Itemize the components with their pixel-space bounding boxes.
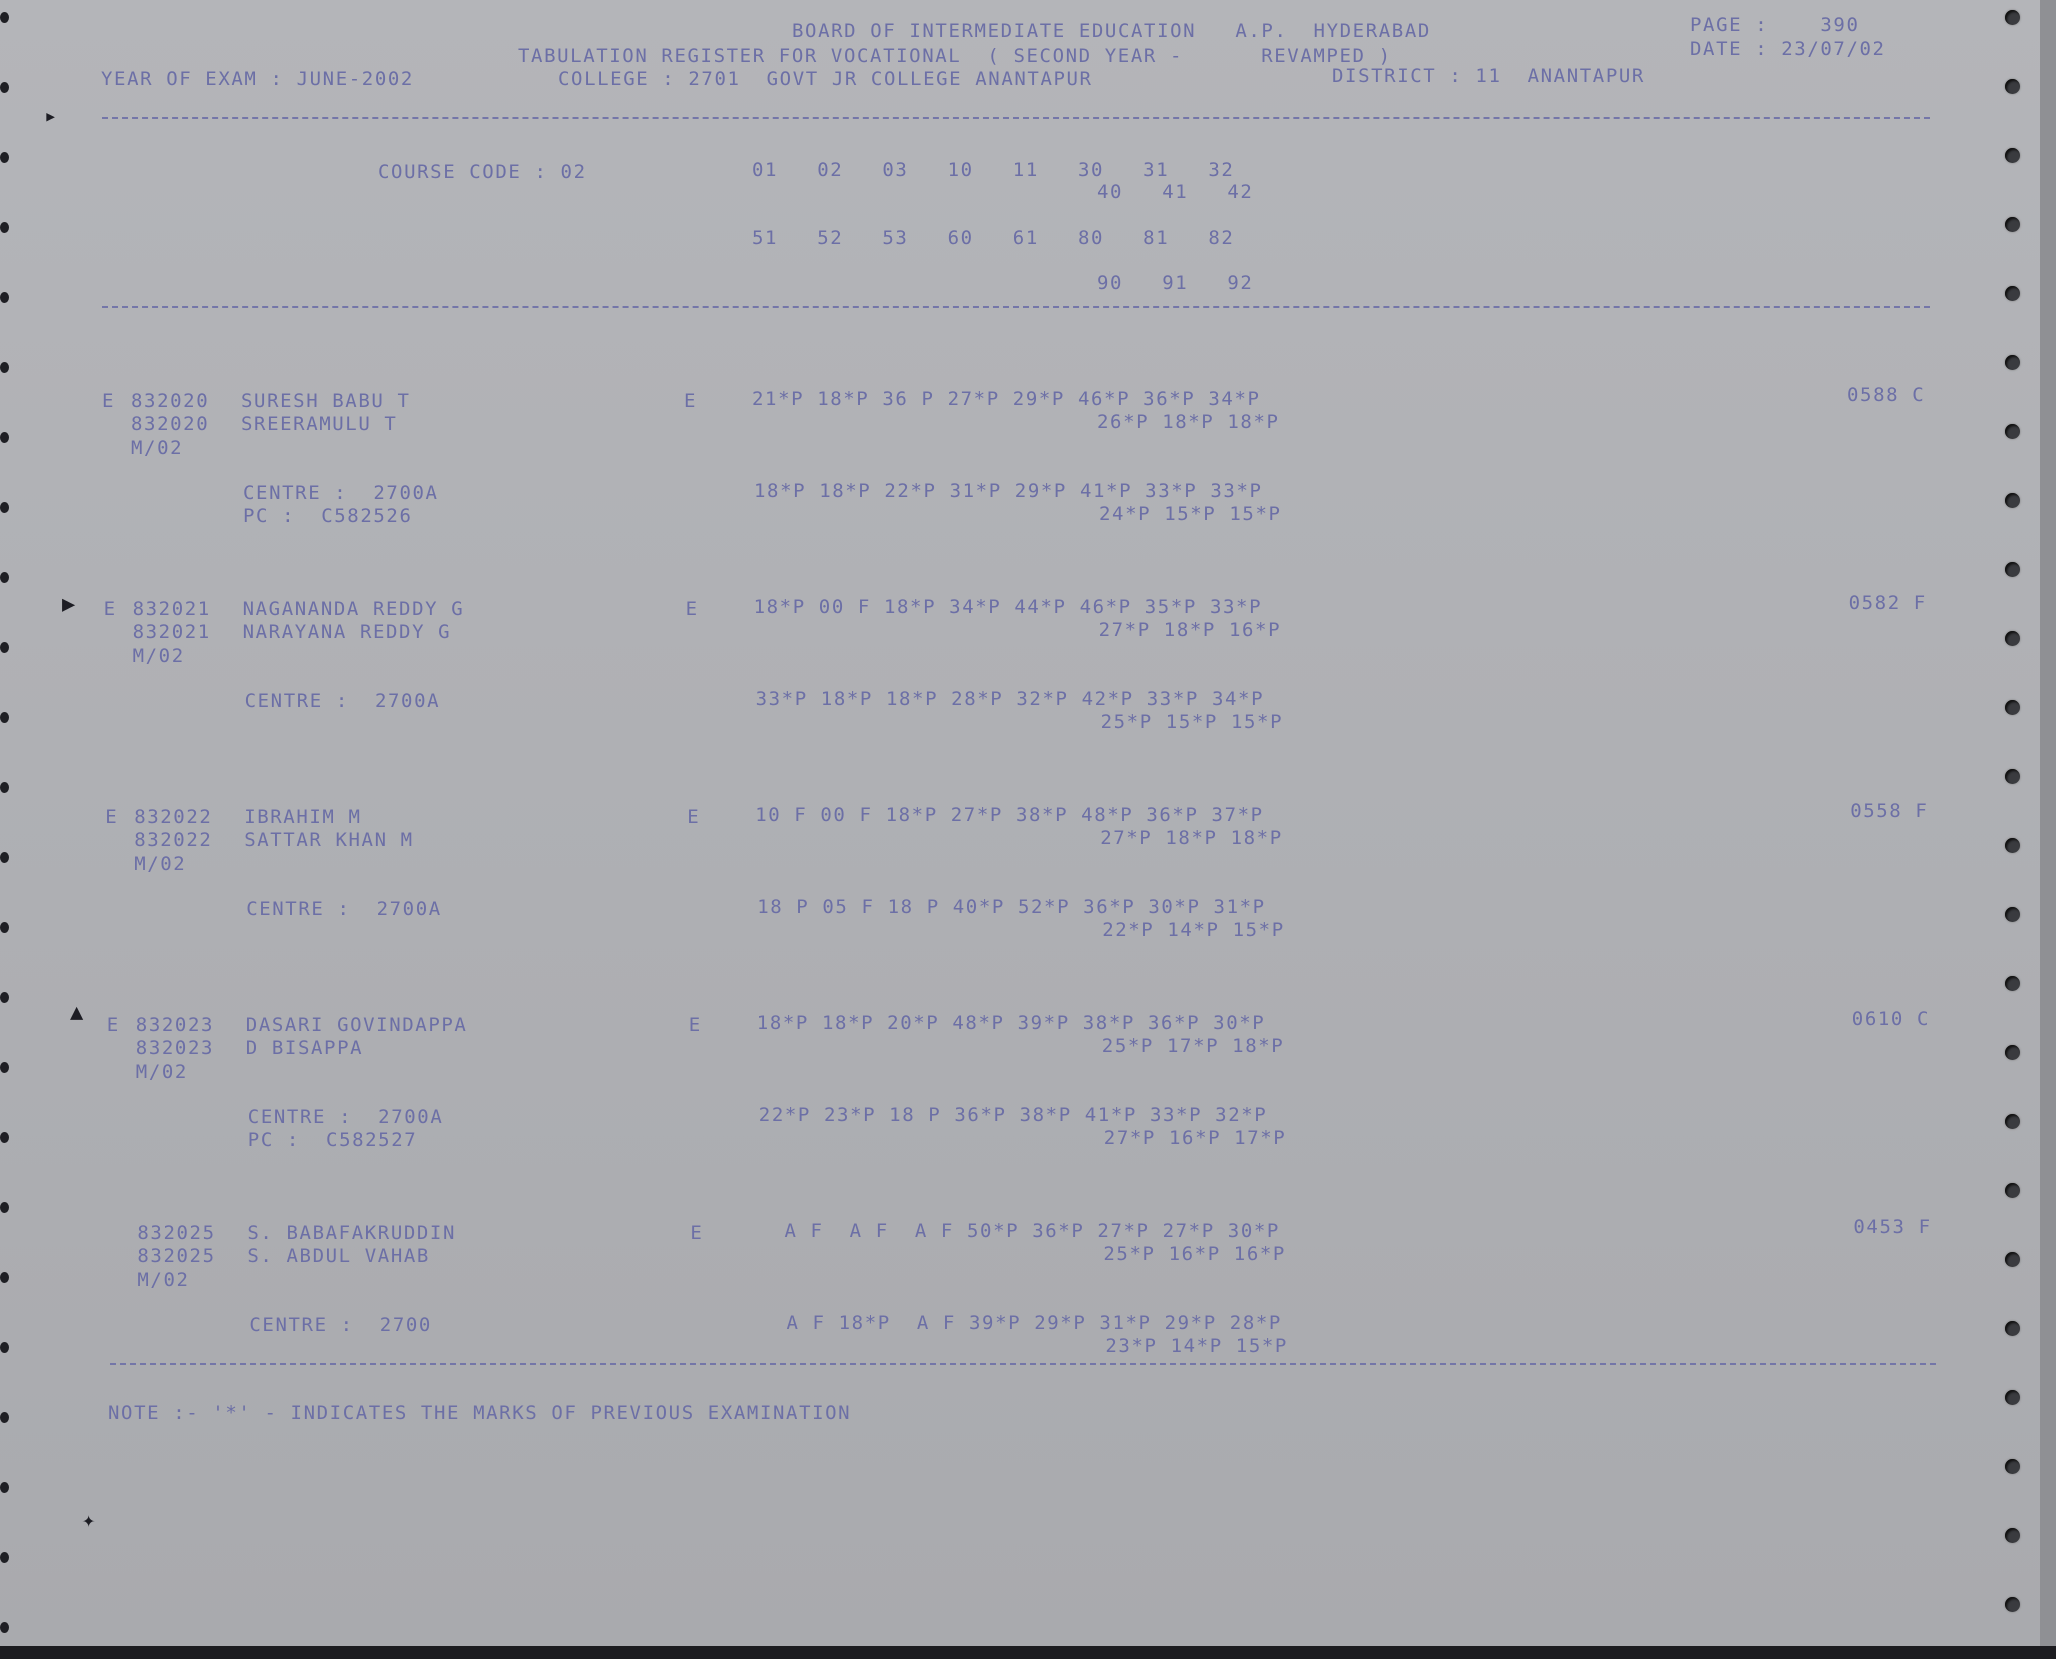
hall-ticket-number: 832021	[132, 598, 211, 620]
reference-number: 832023	[135, 1037, 215, 1059]
feed-hole	[2005, 1597, 2020, 1612]
feed-pin	[0, 152, 9, 163]
candidate-record	[0, 800, 2040, 1006]
exam-centre: CENTRE : 2700A	[246, 898, 442, 920]
subject-codes-row-4: 90 91 92	[1097, 272, 1254, 294]
pc-number: PC : C582527	[247, 1129, 418, 1151]
father-name: S. ABDUL VAHAB	[247, 1245, 430, 1267]
feed-hole	[2005, 1528, 2020, 1543]
divider-line	[102, 117, 1930, 119]
total-and-result: 0453 F	[1853, 1216, 1932, 1238]
marks-first-row-continued: 25*P 16*P 16*P	[1103, 1243, 1286, 1265]
hall-ticket-number: 832020	[131, 390, 210, 412]
feed-hole	[2005, 79, 2020, 94]
margin-arrow-mark: ✦	[82, 1508, 96, 1533]
candidate-record	[0, 384, 2040, 590]
medium-code: E	[685, 598, 699, 620]
marks-second-row: 18*P 18*P 22*P 31*P 29*P 41*P 33*P 33*P	[754, 480, 1263, 502]
margin-arrow-mark: ▸	[44, 104, 58, 129]
exam-centre: CENTRE : 2700A	[247, 1106, 444, 1128]
record-prefix: E	[103, 598, 117, 620]
district: DISTRICT : 11 ANANTAPUR	[1332, 65, 1645, 87]
marks-first-row: 18*P 00 F 18*P 34*P 44*P 46*P 35*P 33*P	[753, 596, 1263, 618]
feed-hole	[2005, 10, 2020, 25]
total-and-result: 0558 F	[1850, 800, 1929, 822]
category-code: M/02	[131, 437, 184, 459]
feed-pin	[0, 1552, 9, 1563]
reference-number: 832022	[134, 829, 213, 851]
medium-code: E	[687, 806, 701, 828]
record-prefix: E	[105, 806, 119, 828]
marks-first-row: 18*P 18*P 20*P 48*P 39*P 38*P 36*P 30*P	[756, 1012, 1266, 1034]
pc-number: PC : C582526	[243, 505, 413, 527]
marks-second-row-continued: 23*P 14*P 15*P	[1105, 1335, 1288, 1357]
marks-first-row: A F A F A F 50*P 36*P 27*P 27*P 30*P	[758, 1220, 1280, 1242]
total-and-result: 0582 F	[1848, 592, 1927, 614]
feed-pin	[0, 1622, 9, 1633]
marks-first-row-continued: 26*P 18*P 18*P	[1097, 411, 1280, 433]
subject-codes-row-1: 01 02 03 10 11 30 31 32	[752, 159, 1235, 181]
medium-code: E	[690, 1222, 704, 1244]
feed-pin	[0, 222, 9, 233]
father-name: SREERAMULU T	[241, 413, 398, 435]
print-date: DATE : 23/07/02	[1690, 38, 1886, 60]
medium-code: E	[688, 1014, 702, 1036]
marks-second-row-continued: 24*P 15*P 15*P	[1099, 503, 1282, 525]
candidate-record	[0, 1008, 2040, 1214]
reference-number: 832025	[137, 1245, 216, 1267]
candidate-name: S. BABAFAKRUDDIN	[247, 1222, 457, 1244]
marks-first-row-continued: 27*P 18*P 18*P	[1100, 827, 1283, 849]
reference-number: 832021	[132, 621, 211, 643]
hall-ticket-number: 832025	[137, 1222, 216, 1244]
marks-second-row: 33*P 18*P 18*P 28*P 32*P 42*P 33*P 34*P	[755, 688, 1265, 710]
category-code: M/02	[132, 645, 185, 667]
divider-line	[102, 306, 1930, 308]
candidate-name: IBRAHIM M	[244, 806, 362, 828]
margin-arrow-mark: ▶	[62, 592, 76, 617]
footnote: NOTE :- '*' - INDICATES THE MARKS OF PREVIOUS EXAMINATION	[108, 1402, 852, 1424]
year-of-exam: YEAR OF EXAM : JUNE-2002	[101, 68, 414, 90]
feed-pin	[0, 1482, 9, 1493]
marks-second-row-continued: 22*P 14*P 15*P	[1102, 919, 1285, 941]
feed-hole	[2005, 148, 2020, 163]
marks-first-row: 21*P 18*P 36 P 27*P 29*P 46*P 36*P 34*P	[752, 388, 1261, 410]
marks-first-row: 10 F 00 F 18*P 27*P 38*P 48*P 36*P 37*P	[755, 804, 1264, 826]
marks-second-row-continued: 27*P 16*P 17*P	[1103, 1127, 1287, 1149]
record-prefix: E	[106, 1014, 120, 1036]
candidate-name: SURESH BABU T	[241, 390, 411, 412]
category-code: M/02	[137, 1269, 190, 1291]
register-title: TABULATION REGISTER FOR VOCATIONAL ( SECOND YEAR - REVAMPED )	[518, 45, 1392, 67]
total-and-result: 0588 C	[1847, 384, 1926, 406]
feed-pin	[0, 82, 9, 93]
divider-line	[110, 1363, 1936, 1365]
feed-pin	[0, 362, 9, 373]
candidate-name: DASARI GOVINDAPPA	[245, 1014, 468, 1036]
category-code: M/02	[135, 1061, 188, 1083]
marks-second-row-continued: 25*P 15*P 15*P	[1100, 711, 1284, 733]
candidate-record	[0, 592, 2040, 798]
marks-second-row: 22*P 23*P 18 P 36*P 38*P 41*P 33*P 32*P	[758, 1104, 1268, 1126]
feed-hole	[2005, 1459, 2020, 1474]
marks-first-row-continued: 25*P 17*P 18*P	[1101, 1035, 1285, 1057]
candidate-name: NAGANANDA REDDY G	[242, 598, 465, 620]
marks-first-row-continued: 27*P 18*P 16*P	[1098, 619, 1282, 641]
marks-second-row: A F 18*P A F 39*P 29*P 31*P 29*P 28*P	[760, 1312, 1282, 1334]
bottom-edge	[0, 1646, 2056, 1659]
feed-hole	[2005, 286, 2020, 301]
margin-arrow-mark: ▲	[70, 1000, 84, 1025]
hall-ticket-number: 832023	[135, 1014, 215, 1036]
total-and-result: 0610 C	[1851, 1008, 1931, 1030]
reference-number: 832020	[131, 413, 210, 435]
college: COLLEGE : 2701 GOVT JR COLLEGE ANANTAPUR	[558, 68, 1093, 90]
course-code: COURSE CODE : 02	[378, 161, 587, 183]
medium-code: E	[684, 390, 698, 412]
board-title: BOARD OF INTERMEDIATE EDUCATION A.P. HYDERABAD	[792, 20, 1431, 42]
feed-pin	[0, 12, 9, 23]
category-code: M/02	[134, 853, 187, 875]
feed-hole	[2005, 355, 2020, 370]
candidate-record	[0, 1216, 2040, 1422]
exam-centre: CENTRE : 2700A	[244, 690, 441, 712]
subject-codes-row-3: 51 52 53 60 61 80 81 82	[752, 227, 1235, 249]
feed-hole	[2005, 217, 2020, 232]
marks-second-row: 18 P 05 F 18 P 40*P 52*P 36*P 30*P 31*P	[757, 896, 1266, 918]
exam-centre: CENTRE : 2700A	[243, 482, 439, 504]
subject-codes-row-2: 40 41 42	[1097, 181, 1254, 203]
father-name: NARAYANA REDDY G	[242, 621, 452, 643]
page-number: PAGE : 390	[1690, 14, 1860, 36]
father-name: SATTAR KHAN M	[244, 829, 414, 851]
record-prefix: E	[102, 390, 116, 412]
father-name: D BISAPPA	[245, 1037, 364, 1059]
feed-pin	[0, 292, 9, 303]
hall-ticket-number: 832022	[134, 806, 213, 828]
exam-centre: CENTRE : 2700	[249, 1314, 432, 1336]
